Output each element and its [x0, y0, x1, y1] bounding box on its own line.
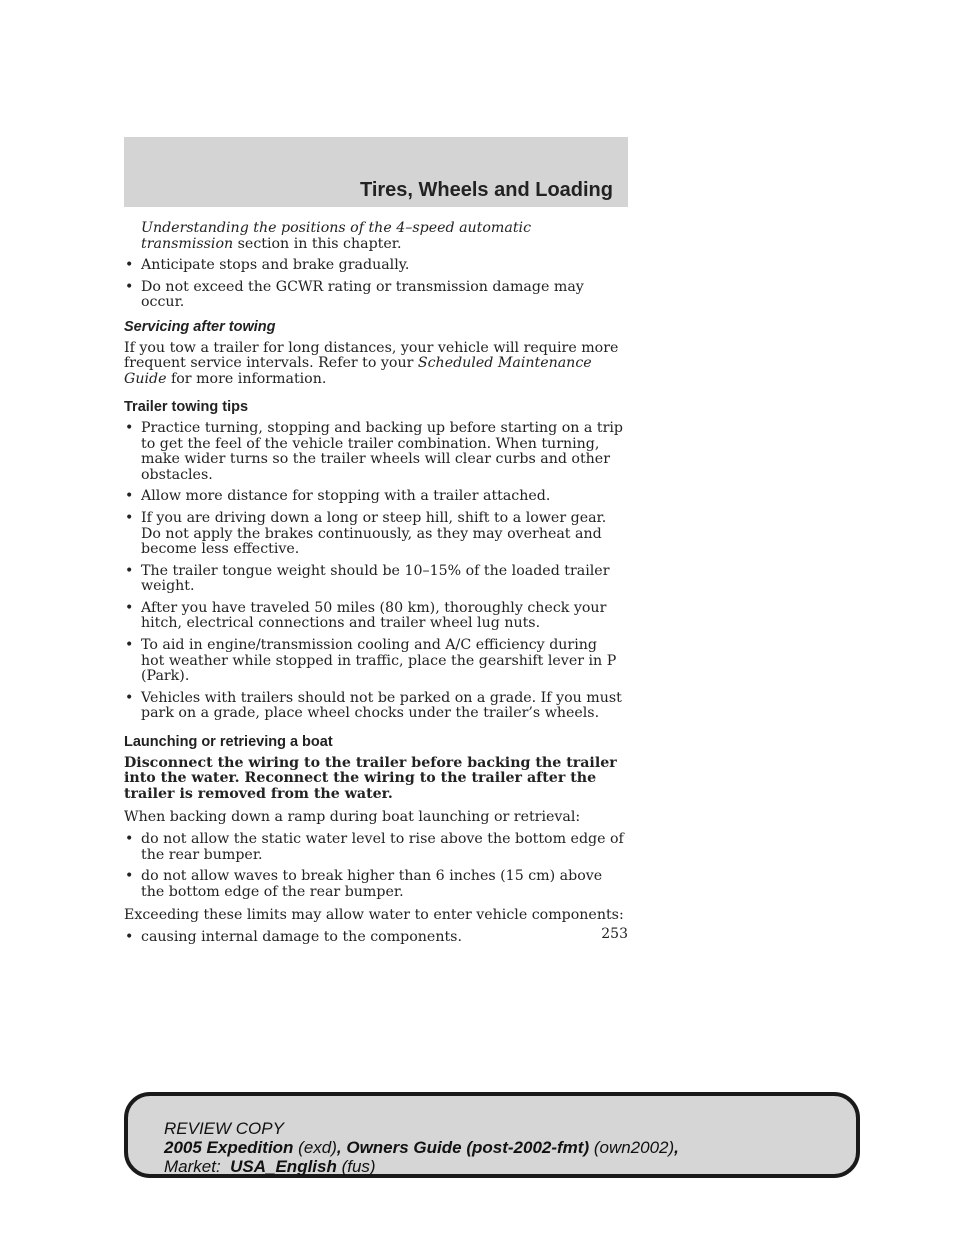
- footer-guide-code: (own2002): [589, 1138, 675, 1157]
- page-content: [124, 221, 624, 946]
- list-item-text: do not allow the static water level to rise above the bottom edge of the rear bumper.: [141, 831, 624, 863]
- bullet-icon: •: [125, 599, 134, 616]
- list-item-text: Do not exceed the GCWR rating or transmission damage may occur.: [141, 278, 584, 311]
- servicing-text-before: If you tow a trailer for long distances, your vehicle will require more frequent service intervals. Refer to your: [124, 339, 619, 372]
- bullet-icon: •: [125, 689, 134, 706]
- footer-review-label: REVIEW COPY: [164, 1119, 284, 1138]
- footer-market-label: Market:: [164, 1157, 231, 1176]
- bullet-icon: •: [125, 831, 134, 847]
- list-item-text: If you are driving down a long or steep hill, shift to a lower gear. Do not apply the brakes continuously, as they may overheat and become less effective.: [141, 509, 607, 558]
- servicing-heading: Servicing after towing: [124, 318, 276, 335]
- list-item-text: do not allow waves to break higher than 6 inches (15 cm) above the bottom edge of the rear bumper.: [141, 868, 603, 900]
- section-header-band: [124, 137, 628, 207]
- list-item-text: After you have traveled 50 miles (80 km), thoroughly check your hitch, electrical connections and trailer wheel lug nuts.: [141, 599, 607, 632]
- footer-market-code: (fus): [336, 1157, 376, 1176]
- intro-paragraph: [124, 221, 624, 252]
- list-item: [124, 489, 624, 505]
- bullet-icon: •: [125, 509, 134, 526]
- list-item-text: Anticipate stops and brake gradually.: [141, 257, 410, 274]
- footer-guide: , Owners Guide (post-2002-fmt): [336, 1138, 590, 1157]
- list-item: [124, 280, 624, 311]
- exceed-bullet-list: [124, 930, 624, 946]
- footer-market: USA_English: [230, 1157, 337, 1176]
- list-item: [124, 930, 624, 946]
- list-item: [124, 832, 624, 863]
- footer-model-code: (exd): [293, 1138, 337, 1157]
- section-title: Tires, Wheels and Loading: [359, 179, 613, 201]
- bullet-icon: •: [125, 488, 134, 505]
- bullet-icon: •: [125, 257, 134, 274]
- servicing-paragraph: [124, 341, 624, 388]
- footer-text: [164, 1119, 679, 1176]
- bullet-icon: •: [125, 562, 134, 579]
- bullet-icon: •: [125, 637, 134, 654]
- footer-model: 2005 Expedition: [164, 1138, 294, 1157]
- list-item: [124, 564, 624, 595]
- page-number: 253: [601, 926, 628, 942]
- list-item: [124, 869, 624, 900]
- bullet-icon: •: [125, 278, 134, 295]
- bullet-icon: •: [125, 928, 134, 945]
- list-item-text: Vehicles with trailers should not be parked on a grade. If you must park on a grade, place wheel chocks under the trailer’s wheels.: [141, 689, 622, 722]
- bullet-icon: •: [125, 868, 134, 885]
- review-copy-footer: [124, 1092, 860, 1178]
- intro-reference: Understanding the positions of the 4–speed automatic transmission: [141, 220, 532, 252]
- list-item: [124, 638, 624, 685]
- boat-bullet-list: [124, 832, 624, 900]
- list-item: [124, 601, 624, 632]
- tips-bullet-list: [124, 421, 624, 722]
- list-item-text: Practice turning, stopping and backing up before starting on a trip to get the feel of the vehicle trailer combination. When turning, make wider turns so the trailer wheels will clear curbs and other obstacles.: [141, 419, 623, 483]
- footer-market-line: [164, 1157, 679, 1176]
- boat-lead: When backing down a ramp during boat launching or retrieval:: [124, 809, 581, 826]
- boat-warning: Disconnect the wiring to the trailer before backing the trailer into the water. Reconnect the wiring to the trailer after the trailer is removed from the water.: [124, 754, 617, 802]
- footer-comma: ,: [674, 1138, 679, 1157]
- exceed-paragraph: Exceeding these limits may allow water to enter vehicle components:: [124, 907, 624, 924]
- intro-suffix: section in this chapter.: [233, 235, 402, 252]
- bullet-icon: •: [125, 419, 134, 436]
- servicing-text-after: for more information.: [166, 370, 327, 387]
- tips-heading: Trailer towing tips: [124, 399, 249, 416]
- list-item-text: The trailer tongue weight should be 10–15% of the loaded trailer weight.: [141, 562, 610, 595]
- list-item-text: To aid in engine/transmission cooling and A/C efficiency during hot weather while stopped in traffic, place the gearshift lever in P (Park).: [141, 637, 617, 685]
- list-item: [124, 421, 624, 483]
- list-item: [124, 691, 624, 722]
- servicing-reference: Scheduled Maintenance Guide: [124, 355, 592, 387]
- list-item-text: causing internal damage to the components.: [141, 928, 462, 945]
- list-item: [124, 511, 624, 558]
- boat-heading: Launching or retrieving a boat: [124, 734, 333, 751]
- footer-guide-line: [164, 1138, 679, 1157]
- list-item: [124, 258, 624, 274]
- list-item-text: Allow more distance for stopping with a trailer attached.: [141, 488, 551, 505]
- intro-bullet-list: [124, 258, 624, 311]
